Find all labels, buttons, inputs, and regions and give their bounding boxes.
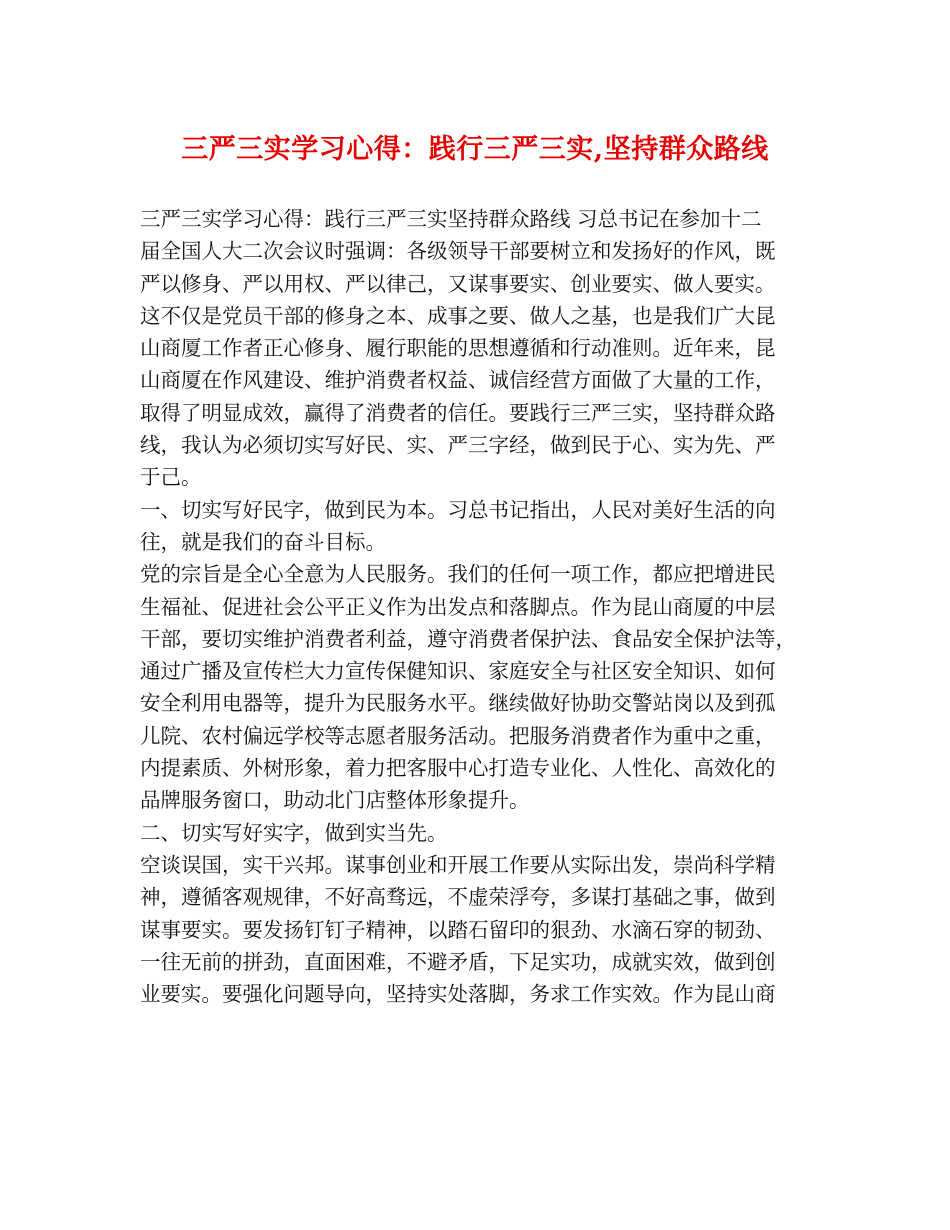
body-line: 严以修身、严以用权、严以律己，又谋事要实、创业要实、做人要实。 xyxy=(140,271,776,296)
body-line: 儿院、农村偏远学校等志愿者服务活动。把服务消费者作为重中之重， xyxy=(140,723,776,748)
body-line: 神，遵循客观规律，不好高骛远，不虚荣浮夸，多谋打基础之事，做到 xyxy=(140,885,776,910)
body-line: 取得了明显成效，赢得了消费者的信任。要践行三严三实，坚持群众路 xyxy=(140,400,776,425)
body-line: 党的宗旨是全心全意为人民服务。我们的任何一项工作，都应把增进民 xyxy=(140,562,776,587)
body-line: 三严三实学习心得：践行三严三实坚持群众路线 习总书记在参加十二 xyxy=(140,207,762,231)
body-line: 安全利用电器等，提升为民服务水平。继续做好协助交警站岗以及到孤 xyxy=(140,691,776,716)
document-body xyxy=(140,203,820,1010)
body-line: 一、切实写好民字，做到民为本。习总书记指出，人民对美好生活的向 xyxy=(140,497,776,522)
body-line: 干部，要切实维护消费者利益，遵守消费者保护法、食品安全保护法等， xyxy=(140,626,796,651)
body-line: 往，就是我们的奋斗目标。 xyxy=(140,529,386,554)
body-line: 这不仅是党员干部的修身之本、成事之要、做人之基，也是我们广大昆 xyxy=(140,303,776,328)
body-line: 内提素质、外树形象，着力把客服中心打造专业化、人性化、高效化的 xyxy=(140,756,776,781)
body-line: 线，我认为必须切实写好民、实、严三字经，做到民于心、实为先、严 xyxy=(140,433,776,458)
body-line: 山商厦在作风建设、维护消费者权益、诚信经营方面做了大量的工作， xyxy=(140,368,776,393)
body-line: 届全国人大二次会议时强调：各级领导干部要树立和发扬好的作风，既 xyxy=(140,239,776,264)
body-line: 山商厦工作者正心修身、履行职能的思想遵循和行动准则。近年来，昆 xyxy=(140,336,776,361)
body-line: 谋事要实。要发扬钉钉子精神，以踏石留印的狠劲、水滴石穿的韧劲、 xyxy=(140,917,776,942)
body-line: 二、切实写好实字，做到实当先。 xyxy=(140,820,448,845)
body-line: 品牌服务窗口，助动北门店整体形象提升。 xyxy=(140,788,530,813)
body-line: 一往无前的拼劲，直面困难，不避矛盾，下足实功，成就实效，做到创 xyxy=(140,949,776,974)
body-line: 业要实。要强化问题导向，坚持实处落脚，务求工作实效。作为昆山商 xyxy=(140,982,776,1007)
body-line: 通过广播及宣传栏大力宣传保健知识、家庭安全与社区安全知识、如何 xyxy=(140,659,776,684)
body-line: 生福祉、促进社会公平正义作为出发点和落脚点。作为昆山商厦的中层 xyxy=(140,594,776,619)
document-title: 三严三实学习心得：践行三严三实,坚持群众路线 xyxy=(181,134,769,165)
body-line: 空谈误国，实干兴邦。谋事创业和开展工作要从实际出发，崇尚科学精 xyxy=(140,852,776,877)
body-line: 于己。 xyxy=(140,465,202,490)
